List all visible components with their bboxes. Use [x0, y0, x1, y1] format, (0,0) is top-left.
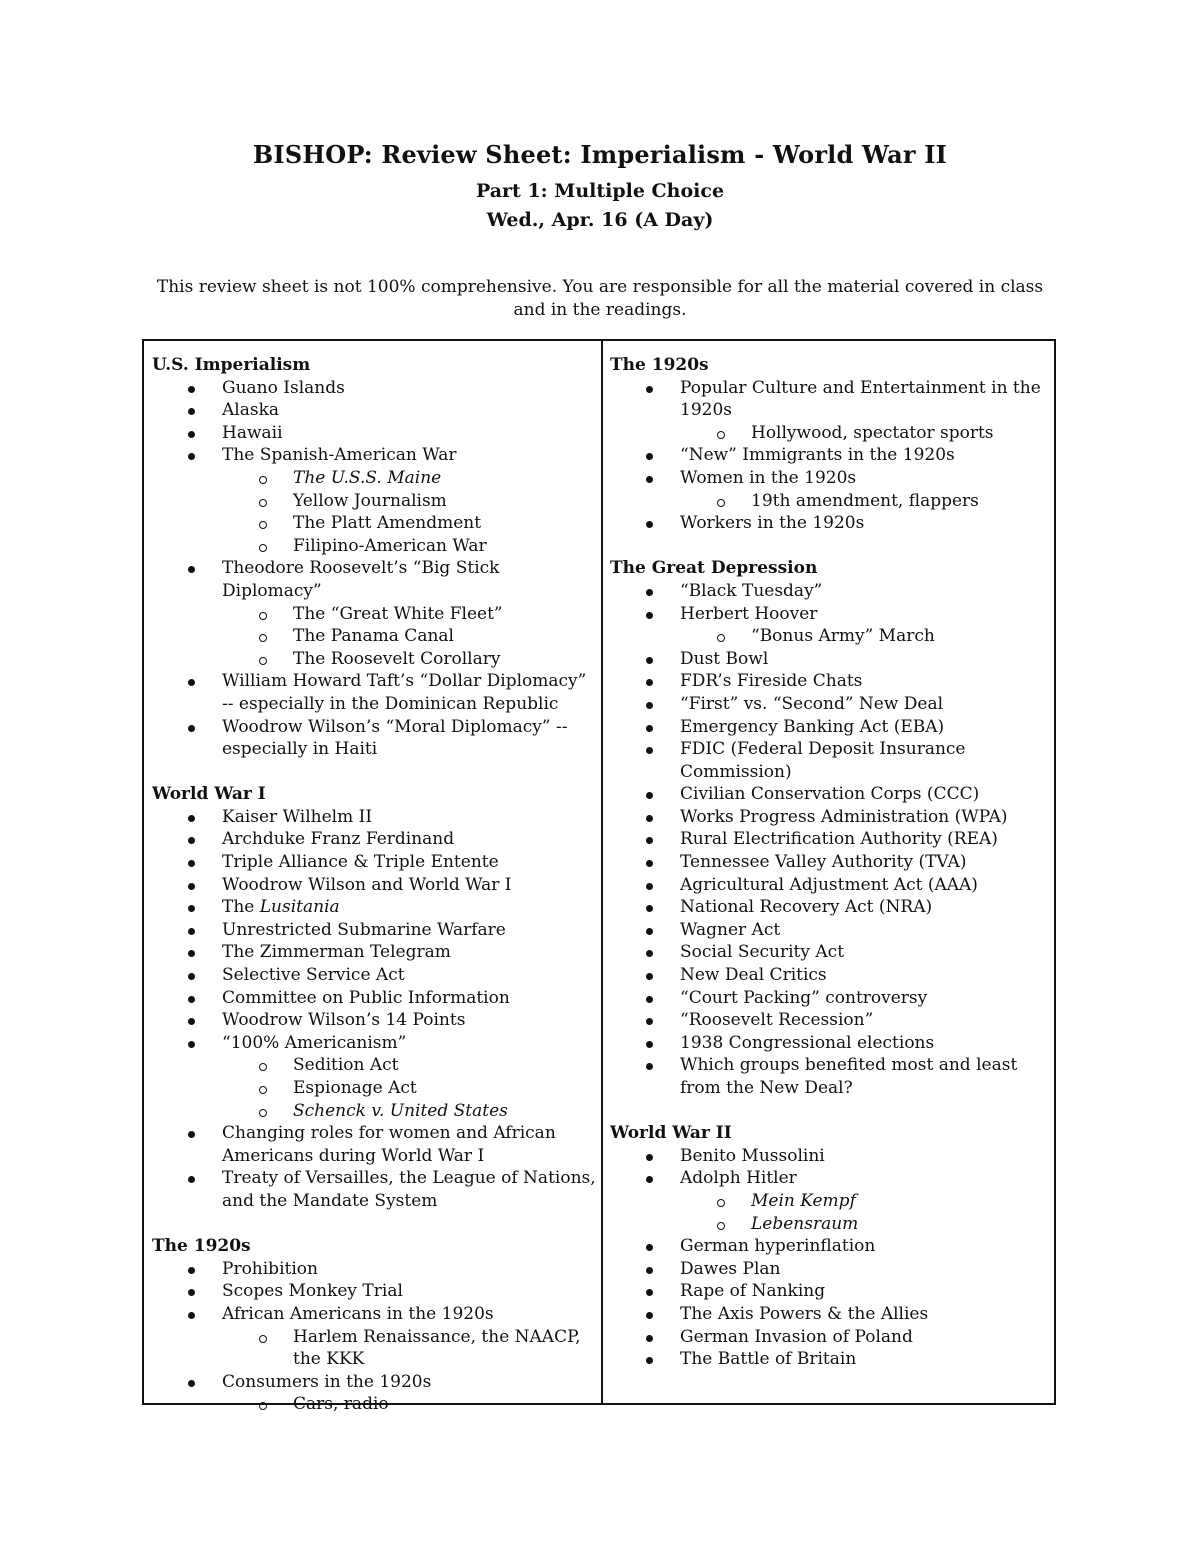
list-item: Kaiser Wilhelm II [152, 806, 597, 829]
section-title: The 1920s [152, 1236, 251, 1257]
section-title: The 1920s [610, 355, 709, 375]
sub-list-item: The U.S.S. Maine [152, 467, 597, 490]
section-great-depression [610, 557, 1050, 1099]
list-item: Benito Mussolini [610, 1145, 1050, 1168]
sub-list-item: Cars, radio [152, 1393, 597, 1416]
column-divider [601, 341, 603, 1403]
list-item: Dawes Plan [610, 1258, 1050, 1281]
section-title: World War I [152, 784, 266, 805]
section-title: World War II [610, 1123, 732, 1144]
topic-list [152, 1258, 597, 1416]
list-item-prefix: The [222, 897, 255, 918]
list-item: New Deal Critics [610, 964, 1050, 987]
list-item: FDR’s Fireside Chats [610, 670, 1050, 693]
list-item: Changing roles for women and African Americans during World War I [152, 1122, 597, 1167]
sub-list-item: Hollywood, spectator sports [610, 422, 1050, 445]
sub-list-item: The Roosevelt Corollary [152, 648, 597, 671]
list-item: Workers in the 1920s [610, 512, 1050, 535]
list-item: Hawaii [152, 422, 597, 445]
list-item: “Black Tuesday” [610, 580, 1050, 603]
section-1920s-right [610, 354, 1050, 535]
list-item: Herbert Hoover [610, 603, 1050, 626]
list-item: Archduke Franz Ferdinand [152, 828, 597, 851]
list-item: “First” vs. “Second” New Deal [610, 693, 1050, 716]
page-title: BISHOP: Review Sheet: Imperialism - World War II [252, 140, 948, 169]
list-item-italic: Lusitania [259, 897, 340, 918]
list-item: Tennessee Valley Authority (TVA) [610, 851, 1050, 874]
topic-list [610, 580, 1050, 1100]
list-item [152, 896, 597, 919]
list-item: The Battle of Britain [610, 1348, 1050, 1371]
list-item: Alaska [152, 399, 597, 422]
list-item: 1938 Congressional elections [610, 1032, 1050, 1055]
sub-list-item: Mein Kempf [610, 1190, 1050, 1213]
section-world-war-ii [610, 1122, 1050, 1371]
section-title: U.S. Imperialism [152, 355, 311, 375]
list-item: The Spanish-American War [152, 444, 597, 467]
list-item: Emergency Banking Act (EBA) [610, 716, 1050, 739]
list-item: William Howard Taft’s “Dollar Diplomacy” -- especially in the Dominican Republic [152, 670, 597, 715]
list-item: Triple Alliance & Triple Entente [152, 851, 597, 874]
list-item: National Recovery Act (NRA) [610, 896, 1050, 919]
list-item: Selective Service Act [152, 964, 597, 987]
list-item: African Americans in the 1920s [152, 1303, 597, 1326]
list-item: Social Security Act [610, 941, 1050, 964]
exam-date: Wed., Apr. 16 (A Day) [486, 209, 714, 231]
topic-list [610, 377, 1050, 535]
list-item: Unrestricted Submarine Warfare [152, 919, 597, 942]
list-item: Woodrow Wilson’s 14 Points [152, 1009, 597, 1032]
list-item: Rape of Nanking [610, 1280, 1050, 1303]
sub-list-item: “Bonus Army” March [610, 625, 1050, 648]
list-item: Wagner Act [610, 919, 1050, 942]
section-title: The Great Depression [610, 558, 818, 579]
list-item: “Roosevelt Recession” [610, 1009, 1050, 1032]
sub-list-item: The Platt Amendment [152, 512, 597, 535]
topic-list [610, 1145, 1050, 1371]
list-item: “New” Immigrants in the 1920s [610, 444, 1050, 467]
list-item: Adolph Hitler [610, 1167, 1050, 1190]
list-item: The Axis Powers & the Allies [610, 1303, 1050, 1326]
list-item: Agricultural Adjustment Act (AAA) [610, 874, 1050, 897]
topic-list [152, 377, 597, 761]
section-us-imperialism [152, 354, 597, 761]
part-subtitle: Part 1: Multiple Choice [475, 180, 725, 202]
review-table [142, 339, 1056, 1415]
sub-list-item: Espionage Act [152, 1077, 597, 1100]
sub-list-item: Harlem Renaissance, the NAACP, the KKK [152, 1326, 597, 1371]
intro-paragraph: This review sheet is not 100% comprehensive. You are responsible for all the material covered in class and in the readings. [156, 277, 1044, 320]
left-column [152, 354, 597, 1439]
sub-list-item: Filipino-American War [152, 535, 597, 558]
list-item: Popular Culture and Entertainment in the 1920s [610, 377, 1050, 422]
list-item: Consumers in the 1920s [152, 1371, 597, 1394]
list-item: “100% Americanism” [152, 1032, 597, 1055]
list-item: The Zimmerman Telegram [152, 941, 597, 964]
list-item: German Invasion of Poland [610, 1326, 1050, 1349]
list-item: “Court Packing” controversy [610, 987, 1050, 1010]
list-item: Civilian Conservation Corps (CCC) [610, 783, 1050, 806]
list-item: Women in the 1920s [610, 467, 1050, 490]
list-item: Treaty of Versailles, the League of Nations, and the Mandate System [152, 1167, 597, 1212]
list-item: Woodrow Wilson and World War I [152, 874, 597, 897]
topic-list [152, 806, 597, 1213]
list-item: Works Progress Administration (WPA) [610, 806, 1050, 829]
sub-list-item: Yellow Journalism [152, 490, 597, 513]
sub-list-item: 19th amendment, flappers [610, 490, 1050, 513]
list-item: Dust Bowl [610, 648, 1050, 671]
right-column [610, 354, 1050, 1393]
section-1920s-left [152, 1235, 597, 1416]
list-item: Theodore Roosevelt’s “Big Stick Diplomacy” [152, 557, 597, 602]
list-item: Rural Electrification Authority (REA) [610, 828, 1050, 851]
sub-list-item: Sedition Act [152, 1054, 597, 1077]
list-item: FDIC (Federal Deposit Insurance Commission) [610, 738, 1050, 783]
section-world-war-i [152, 783, 597, 1212]
list-item: Which groups benefited most and least from the New Deal? [610, 1054, 1050, 1099]
sub-list-item: The “Great White Fleet” [152, 603, 597, 626]
list-item: Guano Islands [152, 377, 597, 400]
list-item: Woodrow Wilson’s “Moral Diplomacy” -- especially in Haiti [152, 716, 597, 761]
list-item: Committee on Public Information [152, 987, 597, 1010]
list-item: Scopes Monkey Trial [152, 1280, 597, 1303]
sub-list-item: Schenck v. United States [152, 1100, 597, 1123]
sub-list-item: The Panama Canal [152, 625, 597, 648]
list-item: Prohibition [152, 1258, 597, 1281]
list-item: German hyperinflation [610, 1235, 1050, 1258]
sub-list-item: Lebensraum [610, 1213, 1050, 1236]
